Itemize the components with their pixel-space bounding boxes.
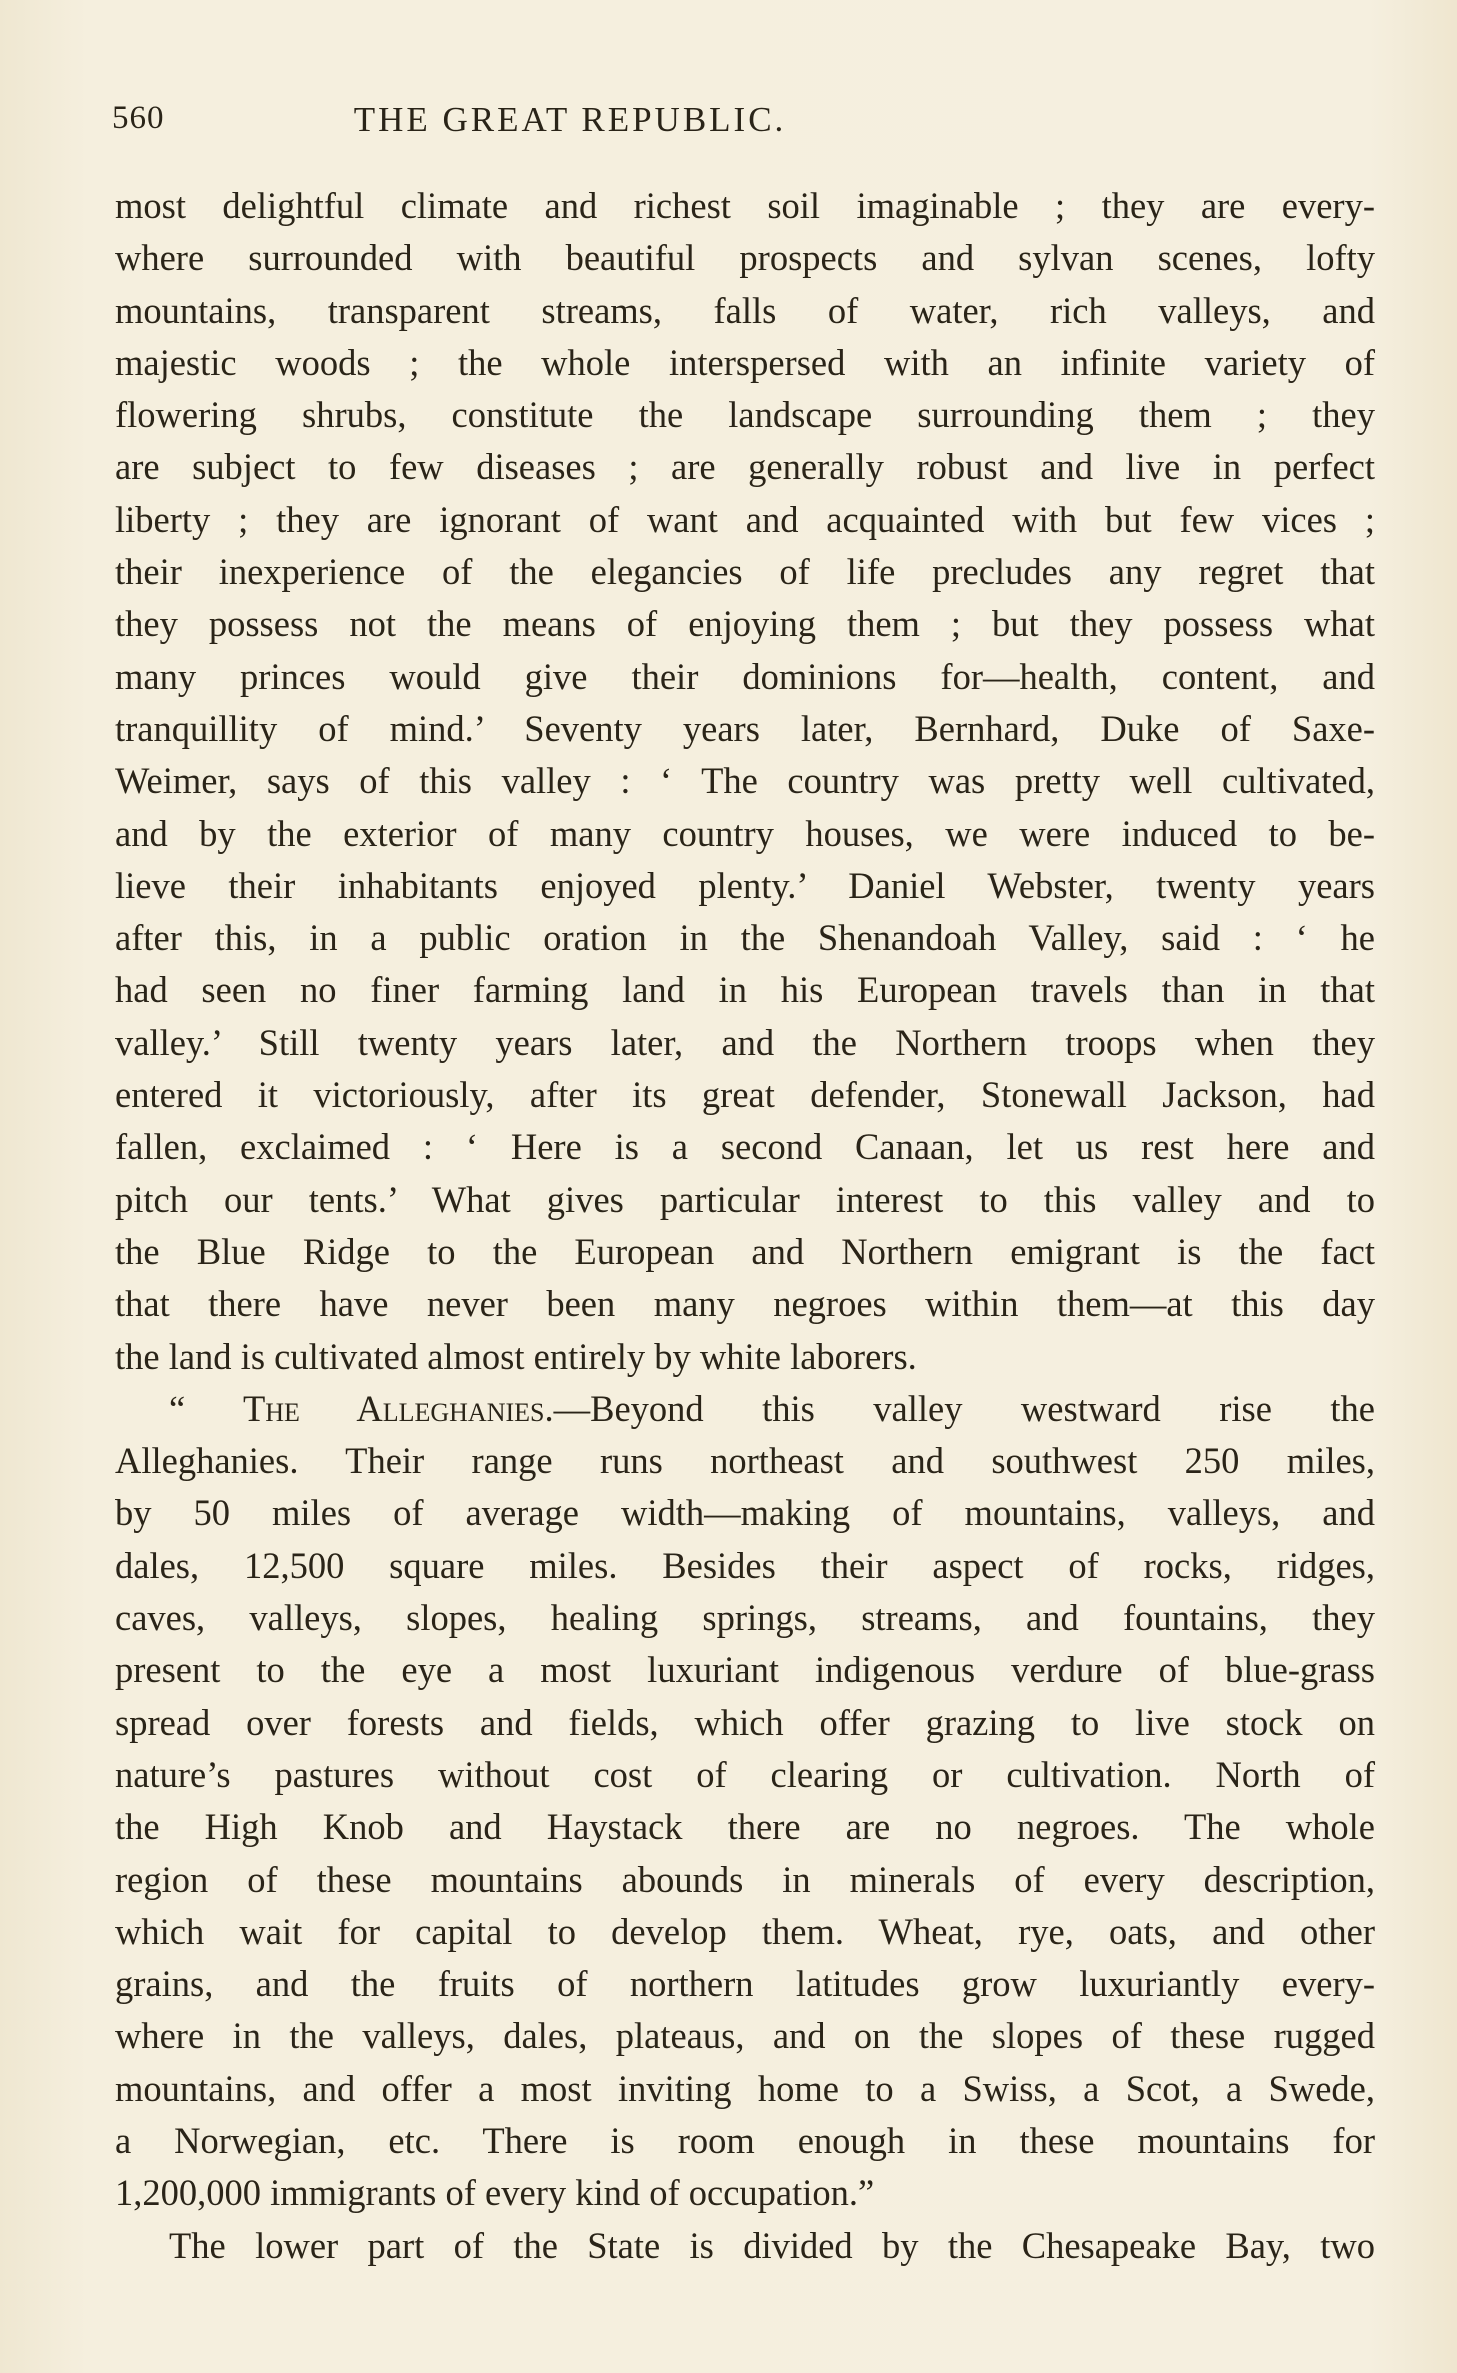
text-line: flowering shrubs, constitute the landscape surrounding them ; they [115,394,1375,436]
text-line: the Blue Ridge to the European and Northern emigrant is the fact [115,1230,1375,1272]
text-line: most delightful climate and richest soil imaginable ; they are every- [115,185,1375,226]
text-line: the land is cultivated almost entirely by white laborers. [115,1335,917,1377]
text-line: are subject to few diseases ; are generally robust and live in perfect [115,446,1375,488]
text-line: their inexperience of the elegancies of life precludes any regret that [115,551,1375,593]
text-line: mountains, transparent streams, falls of water, rich valleys, and [115,289,1375,331]
text-line: Alleghanies. Their range runs northeast and southwest 250 miles, [115,1440,1375,1482]
text-line: and by the exterior of many country houses, we were induced to be- [115,812,1375,854]
text-line: had seen no finer farming land in his European travels than in that [115,969,1375,1011]
text-line: by 50 miles of average width—making of mountains, valleys, and [115,1492,1375,1534]
text-line: pitch our tents.’ What gives particular interest to this valley and to [115,1178,1375,1220]
page-header [112,100,1028,148]
text-line: they possess not the means of enjoying them ; but they possess what [115,603,1375,645]
text-line: tranquillity of mind.’ Seventy years later, Bernhard, Duke of Saxe- [115,707,1375,749]
paragraph-lower-state [115,2220,1375,2272]
text-line: grains, and the fruits of northern latitudes grow luxuriantly every- [115,1963,1375,2005]
text-line: dales, 12,500 square miles. Besides their aspect of rocks, ridges, [115,1544,1375,1586]
text-line: where surrounded with beautiful prospects and sylvan scenes, lofty [115,237,1375,279]
text-line: fallen, exclaimed : ‘ Here is a second Canaan, let us rest here and [115,1126,1375,1168]
text-line: Weimer, says of this valley : ‘ The country was pretty well cultivated, [115,760,1375,802]
paragraph-alleghanies [115,1383,1375,2220]
text-line: that there have never been many negroes within them—at this day [115,1283,1375,1325]
text-line: lieve their inhabitants enjoyed plenty.’ Daniel Webster, twenty years [115,864,1375,906]
section-heading: “ The Alleghanies. [169,1387,554,1429]
running-title: THE GREAT REPUBLIC. [353,100,787,139]
text-line: the High Knob and Haystack there are no negroes. The whole [115,1806,1375,1848]
text-line: majestic woods ; the whole interspersed with an infinite variety of [115,341,1375,383]
heading-continuation: —Beyond this valley westward rise the [553,1387,1375,1429]
text-line: 1,200,000 immigrants of every kind of occupation.” [115,2172,875,2214]
page-number: 560 [112,100,165,136]
body-text [115,180,1375,2272]
text-line: where in the valleys, dales, plateaus, and on the slopes of these rugged [115,2015,1375,2057]
text-line: valley.’ Still twenty years later, and the Northern troops when they [115,1021,1375,1063]
text-line [115,1383,1375,1435]
text-line: The lower part of the State is divided by the Chesapeake Bay, two [169,2224,1375,2266]
text-line: liberty ; they are ignorant of want and acquainted with but few vices ; [115,498,1375,540]
text-line: after this, in a public oration in the Shenandoah Valley, said : ‘ he [115,917,1375,959]
text-line: mountains, and offer a most inviting home to a Swiss, a Scot, a Swede, [115,2067,1375,2109]
text-line: entered it victoriously, after its great defender, Stonewall Jackson, had [115,1074,1375,1116]
text-line: present to the eye a most luxuriant indigenous verdure of blue-grass [115,1649,1375,1691]
text-line: caves, valleys, slopes, healing springs, streams, and fountains, they [115,1597,1375,1639]
text-line: many princes would give their dominions for—health, content, and [115,655,1375,697]
text-line: which wait for capital to develop them. Wheat, rye, oats, and other [115,1910,1375,1952]
text-line: spread over forests and fields, which offer grazing to live stock on [115,1701,1375,1743]
text-line: a Norwegian, etc. There is room enough in these mountains for [115,2119,1375,2161]
text-line: region of these mountains abounds in minerals of every description, [115,1858,1375,1900]
paragraph-valley [115,180,1375,1383]
text-line: nature’s pastures without cost of clearing or cultivation. North of [115,1753,1375,1795]
